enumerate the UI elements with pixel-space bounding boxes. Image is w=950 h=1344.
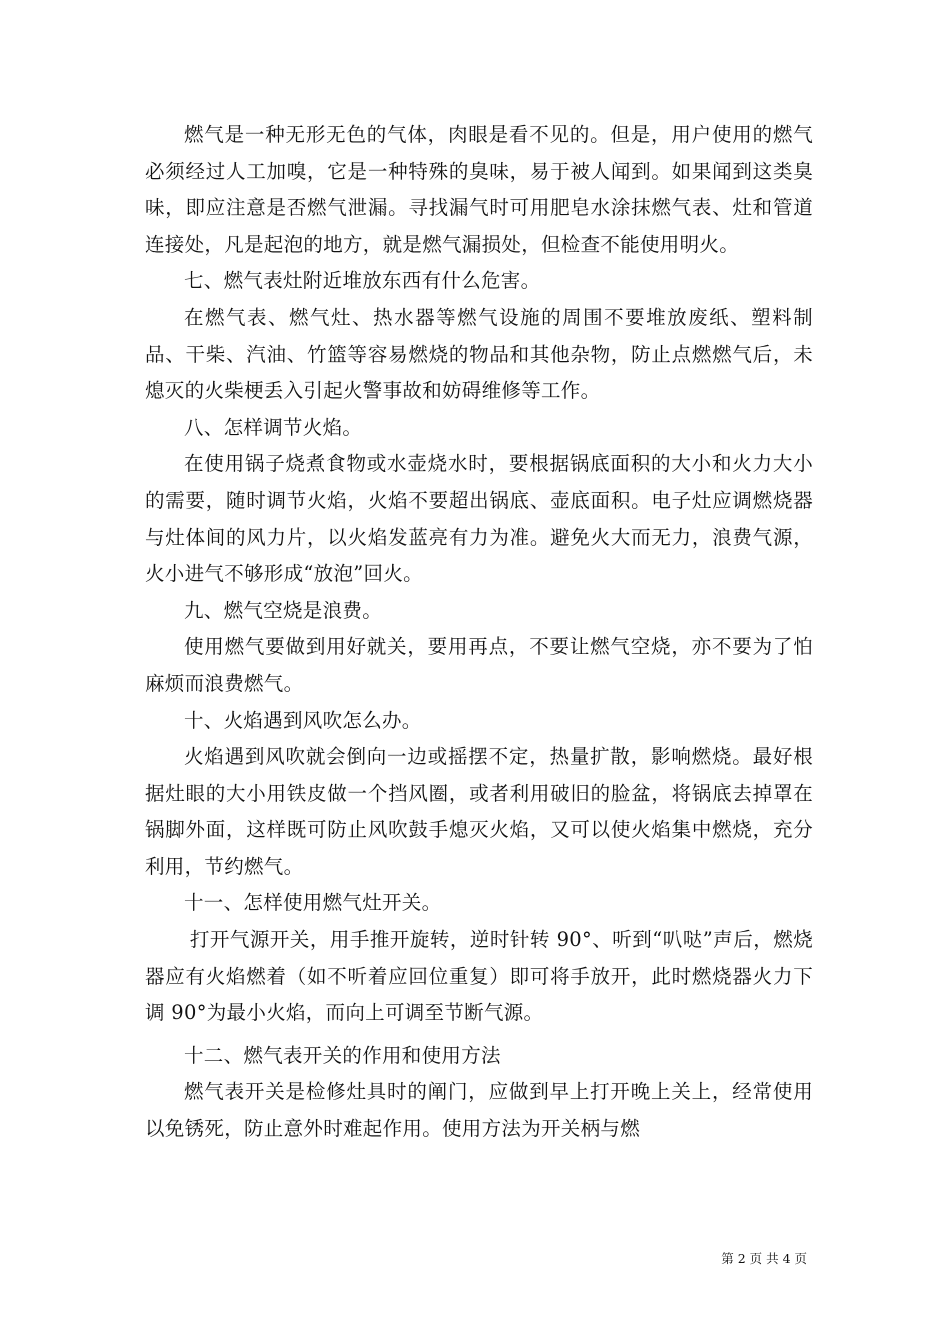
heading-section-10: 十、火焰遇到风吹怎么办。 (184, 708, 422, 732)
heading-section-11: 十一、怎样使用燃气灶开关。 (184, 891, 442, 915)
paragraph-section-7: 在燃气表、燃气灶、热水器等燃气设施的周围不要堆放废纸、塑料制品、干柴、汽油、竹篮等容易燃烧的物品和其他杂物，防止点燃燃气后，未熄灭的火柴梗丢入引起火警事故和妨碍维修等工作。 (145, 305, 813, 403)
paragraph-section-12: 燃气表开关是检修灶具时的阐门，应做到早上打开晚上关上，经常使用以免锈死，防止意外时难起作用。使用方法为开关柄与燃 (145, 1080, 813, 1141)
paragraph-section-9: 使用燃气要做到用好就关，要用再点，不要让燃气空烧，亦不要为了怕麻烦而浪费燃气。 (145, 635, 813, 695)
page-number: 第 2 页 共 4 页 (721, 1251, 807, 1266)
paragraph-section-8: 在使用锅子烧煮食物或水壶烧水时，要根据锅底面积的大小和火力大小的需要，随时调节火焰，火焰不要超出锅底、壶底面积。电子灶应调燃烧器与灶体间的风力片，以火焰发蓝亮有力为准。避免火大而无力，浪费气源，火小进气不够形成“放泡”回火。 (145, 452, 813, 586)
heading-section-9: 九、燃气空烧是浪费。 (184, 598, 383, 622)
paragraph-section-11: 打开气源开关，用手推开旋转，逆时针转 90°、听到“叭哒”声后，燃烧器应有火焰燃着（如不听着应回位重复）即可将手放开，此时燃烧器火力下调 90°为最小火焰，而向上可调至节断气源。 (145, 928, 813, 1025)
heading-section-12: 十二、燃气表开关的作用和使用方法 (184, 1043, 501, 1067)
document-body (145, 117, 813, 1148)
paragraph-gas-leak-detection: 燃气是一种无形无色的气体，肉眼是看不见的。但是，用户使用的燃气必须经过人工加嗅，它是一种特殊的臭味，易于被人闻到。如果闻到这类臭味，即应注意是否燃气泄漏。寻找漏气时可用肥皂水涂抹燃气表、灶和管道连接处，凡是起泡的地方，就是燃气漏损处，但检查不能使用明火。 (145, 123, 813, 256)
heading-section-7: 七、燃气表灶附近堆放东西有什么危害。 (184, 269, 541, 293)
heading-section-8: 八、怎样调节火焰。 (184, 415, 363, 439)
paragraph-section-10: 火焰遇到风吹就会倒向一边或摇摆不定，热量扩散，影响燃烧。最好根据灶眼的大小用铁皮做一个挡风圈，或者利用破旧的脸盆，将锅底去掉罩在锅脚外面，这样既可防止风吹鼓手熄灭火焰，又可以使火焰集中燃烧，充分利用，节约燃气。 (145, 745, 813, 878)
